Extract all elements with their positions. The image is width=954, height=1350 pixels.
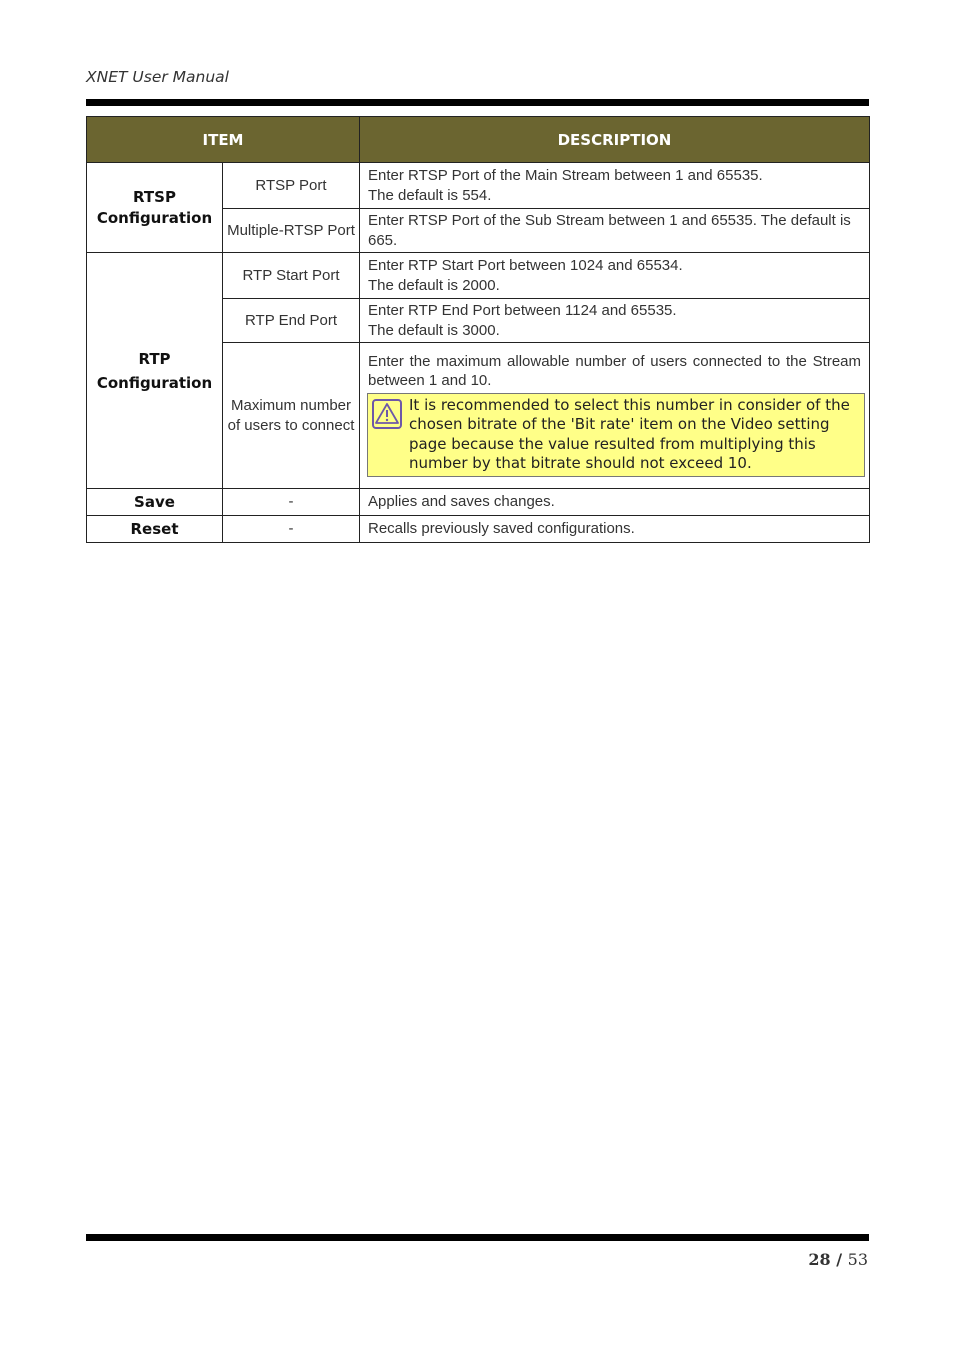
description-cell [360,209,870,253]
column-header-item: ITEM [87,117,360,163]
description-line: Enter RTSP Port of the Sub Stream between 1 and 65535. The default is 665. [368,212,851,249]
description-line: The default is 3000. [368,321,500,339]
description-cell: Recalls previously saved configurations. [360,516,870,543]
note-text: It is recommended to select this number in consider of the chosen bitrate of the 'Bit rate' item on the Video setting page because the value resulted from multiplying this number by that bitrate should not exceed 10. [409,395,850,472]
warning-icon [372,399,402,429]
description-cell [360,299,870,343]
table-row [87,516,870,543]
page-separator: / [830,1250,848,1269]
description-cell [360,163,870,209]
table-row [87,489,870,516]
table-row [87,163,870,209]
table-row [87,253,870,299]
item-cell: Maximum number of users to connect [223,343,360,489]
description-line: The default is 554. [368,186,492,204]
header-rule [86,99,869,106]
item-cell: - [223,489,360,516]
group-cell-rtsp: RTSP Configuration [87,163,223,253]
description-line: Enter RTP End Port between 1124 and 65535. [368,302,677,319]
settings-table [86,116,870,543]
description-line: The default is 2000. [368,276,500,294]
description-line: Enter RTSP Port of the Main Stream between 1 and 65535. [368,167,763,184]
page-number [808,1250,868,1269]
group-cell-rtp: RTP Configuration [87,253,223,489]
table-header-row [87,117,870,163]
column-header-description: DESCRIPTION [360,117,870,163]
note-box [367,393,865,477]
page-total: 53 [847,1250,868,1269]
description-cell [360,343,870,489]
description-cell [360,253,870,299]
item-cell: RTSP Port [223,163,360,209]
item-cell: RTP Start Port [223,253,360,299]
footer-rule [86,1234,869,1241]
description-line: Enter the maximum allowable number of users connected to the Stream between 1 and 10. [368,352,861,389]
item-cell: Multiple-RTSP Port [223,209,360,253]
description-cell: Applies and saves changes. [360,489,870,516]
group-cell-reset: Reset [87,516,223,543]
description-line: Enter RTP Start Port between 1024 and 65534. [368,257,683,274]
group-cell-save: Save [87,489,223,516]
document-header-title: XNET User Manual [86,68,229,86]
page-current: 28 [808,1250,831,1269]
item-cell: RTP End Port [223,299,360,343]
item-cell: - [223,516,360,543]
